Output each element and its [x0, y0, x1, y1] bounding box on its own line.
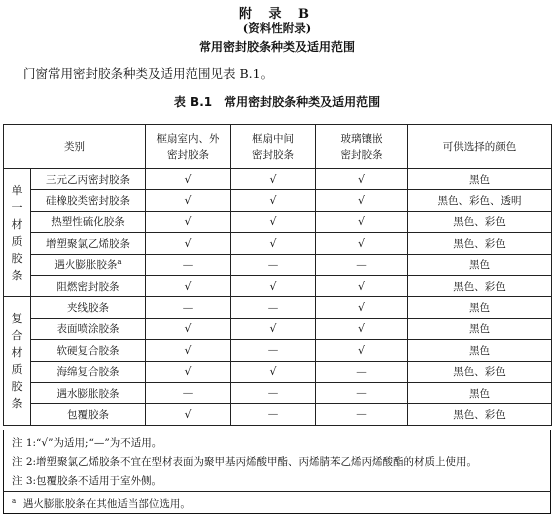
- applicable-check: √: [231, 275, 316, 296]
- applicable-check: √: [316, 318, 408, 339]
- not-applicable-mark: —: [231, 297, 316, 318]
- gasket-name: 增塑聚氯乙烯胶条: [31, 233, 146, 254]
- table-row: [4, 382, 552, 403]
- applicable-check: √: [316, 169, 408, 190]
- note-2: 注 2:增塑聚氯乙烯胶条不宜在型材表面为聚甲基丙烯酸甲酯、丙烯腈苯乙烯丙烯酸酯的材质上使用。: [12, 456, 478, 468]
- applicable-check: √: [316, 275, 408, 296]
- not-applicable-mark: —: [231, 340, 316, 361]
- table-row: [4, 254, 552, 275]
- color-options: 黑色: [408, 169, 552, 190]
- color-options: 黑色: [408, 382, 552, 403]
- header-glazing: 玻璃镶嵌 密封胶条: [316, 125, 408, 169]
- color-options: 黑色: [408, 318, 552, 339]
- gasket-name: 遇火膨胀胶条$^a$: [31, 254, 146, 275]
- header-colors: 可供选择的颜色: [408, 125, 552, 169]
- appendix-title: 附 录 B: [238, 7, 316, 22]
- table-row: [4, 318, 552, 339]
- applicable-check: √: [316, 340, 408, 361]
- applicable-check: √: [231, 318, 316, 339]
- table-row: [4, 169, 552, 190]
- note-3: 注 3:包覆胶条不适用于室外侧。: [12, 475, 163, 487]
- note-mark: a: [117, 258, 122, 267]
- table-footnote: [3, 492, 551, 514]
- gasket-name: 遇水膨胀胶条: [31, 382, 146, 403]
- applicable-check: √: [231, 190, 316, 211]
- table-row: [4, 211, 552, 232]
- applicable-check: √: [146, 190, 231, 211]
- color-options: 黑色、彩色: [408, 211, 552, 232]
- group-label: 复 合 材 质 胶 条: [4, 297, 31, 425]
- header-category: 类别: [4, 125, 146, 169]
- group-label: 单 一 材 质 胶 条: [4, 169, 31, 297]
- table-notes: [3, 430, 551, 492]
- gasket-name: 硅橡胶类密封胶条: [31, 190, 146, 211]
- appendix-heading: 常用密封胶条种类及适用范围: [198, 40, 355, 54]
- footnote-text: 遇火膨胀胶条在其他适当部位选用。: [22, 498, 191, 510]
- gasket-name: 包覆胶条: [31, 404, 146, 425]
- table-row: [4, 361, 552, 382]
- note-1: 注 1:“√”为适用;“—”为不适用。: [12, 437, 163, 449]
- not-applicable-mark: —: [316, 404, 408, 425]
- header-frame-sash-middle: 框扇中间 密封胶条: [231, 125, 316, 169]
- gasket-table: [3, 124, 552, 426]
- applicable-check: √: [146, 340, 231, 361]
- applicable-check: √: [146, 211, 231, 232]
- applicable-check: √: [316, 233, 408, 254]
- table-row: [4, 404, 552, 425]
- not-applicable-mark: —: [231, 404, 316, 425]
- intro-paragraph: 门窗常用密封胶条种类及适用范围见表 B.1。: [23, 66, 274, 81]
- applicable-check: √: [146, 233, 231, 254]
- applicable-check: √: [146, 318, 231, 339]
- gasket-name: 夹线胶条: [31, 297, 146, 318]
- color-options: 黑色: [408, 340, 552, 361]
- not-applicable-mark: —: [146, 297, 231, 318]
- gasket-name: 海绵复合胶条: [31, 361, 146, 382]
- applicable-check: √: [231, 233, 316, 254]
- not-applicable-mark: —: [231, 254, 316, 275]
- color-options: 黑色: [408, 254, 552, 275]
- not-applicable-mark: —: [316, 254, 408, 275]
- table-header-row: [4, 125, 552, 169]
- applicable-check: √: [231, 211, 316, 232]
- table-row: [4, 340, 552, 361]
- not-applicable-mark: —: [146, 382, 231, 403]
- table-row: [4, 233, 552, 254]
- table-caption-number: 表 B.1: [173, 95, 213, 109]
- gasket-name: 表面喷涂胶条: [31, 318, 146, 339]
- gasket-name: 三元乙丙密封胶条: [31, 169, 146, 190]
- table-caption-title: 常用密封胶条种类及适用范围: [224, 95, 381, 109]
- applicable-check: √: [231, 169, 316, 190]
- applicable-check: √: [146, 275, 231, 296]
- applicable-check: √: [316, 190, 408, 211]
- table-row: [4, 275, 552, 296]
- table-caption: [0, 93, 554, 110]
- color-options: 黑色: [408, 297, 552, 318]
- color-options: 黑色、彩色、透明: [408, 190, 552, 211]
- gasket-name: 热塑性硫化胶条: [31, 211, 146, 232]
- table-row: [4, 190, 552, 211]
- gasket-name: 阻燃密封胶条: [31, 275, 146, 296]
- table-row: [4, 297, 552, 318]
- applicable-check: √: [146, 169, 231, 190]
- not-applicable-mark: —: [146, 254, 231, 275]
- gasket-name: 软硬复合胶条: [31, 340, 146, 361]
- applicable-check: √: [146, 361, 231, 382]
- header-frame-sash-inner-outer: 框扇室内、外 密封胶条: [146, 125, 231, 169]
- not-applicable-mark: —: [231, 382, 316, 403]
- applicable-check: √: [316, 297, 408, 318]
- appendix-subtitle: (资料性附录): [242, 21, 312, 35]
- not-applicable-mark: —: [316, 361, 408, 382]
- applicable-check: √: [146, 404, 231, 425]
- color-options: 黑色、彩色: [408, 233, 552, 254]
- color-options: 黑色、彩色: [408, 361, 552, 382]
- applicable-check: √: [316, 211, 408, 232]
- footnote-mark: a: [12, 497, 17, 505]
- not-applicable-mark: —: [316, 382, 408, 403]
- applicable-check: √: [231, 361, 316, 382]
- color-options: 黑色、彩色: [408, 275, 552, 296]
- color-options: 黑色、彩色: [408, 404, 552, 425]
